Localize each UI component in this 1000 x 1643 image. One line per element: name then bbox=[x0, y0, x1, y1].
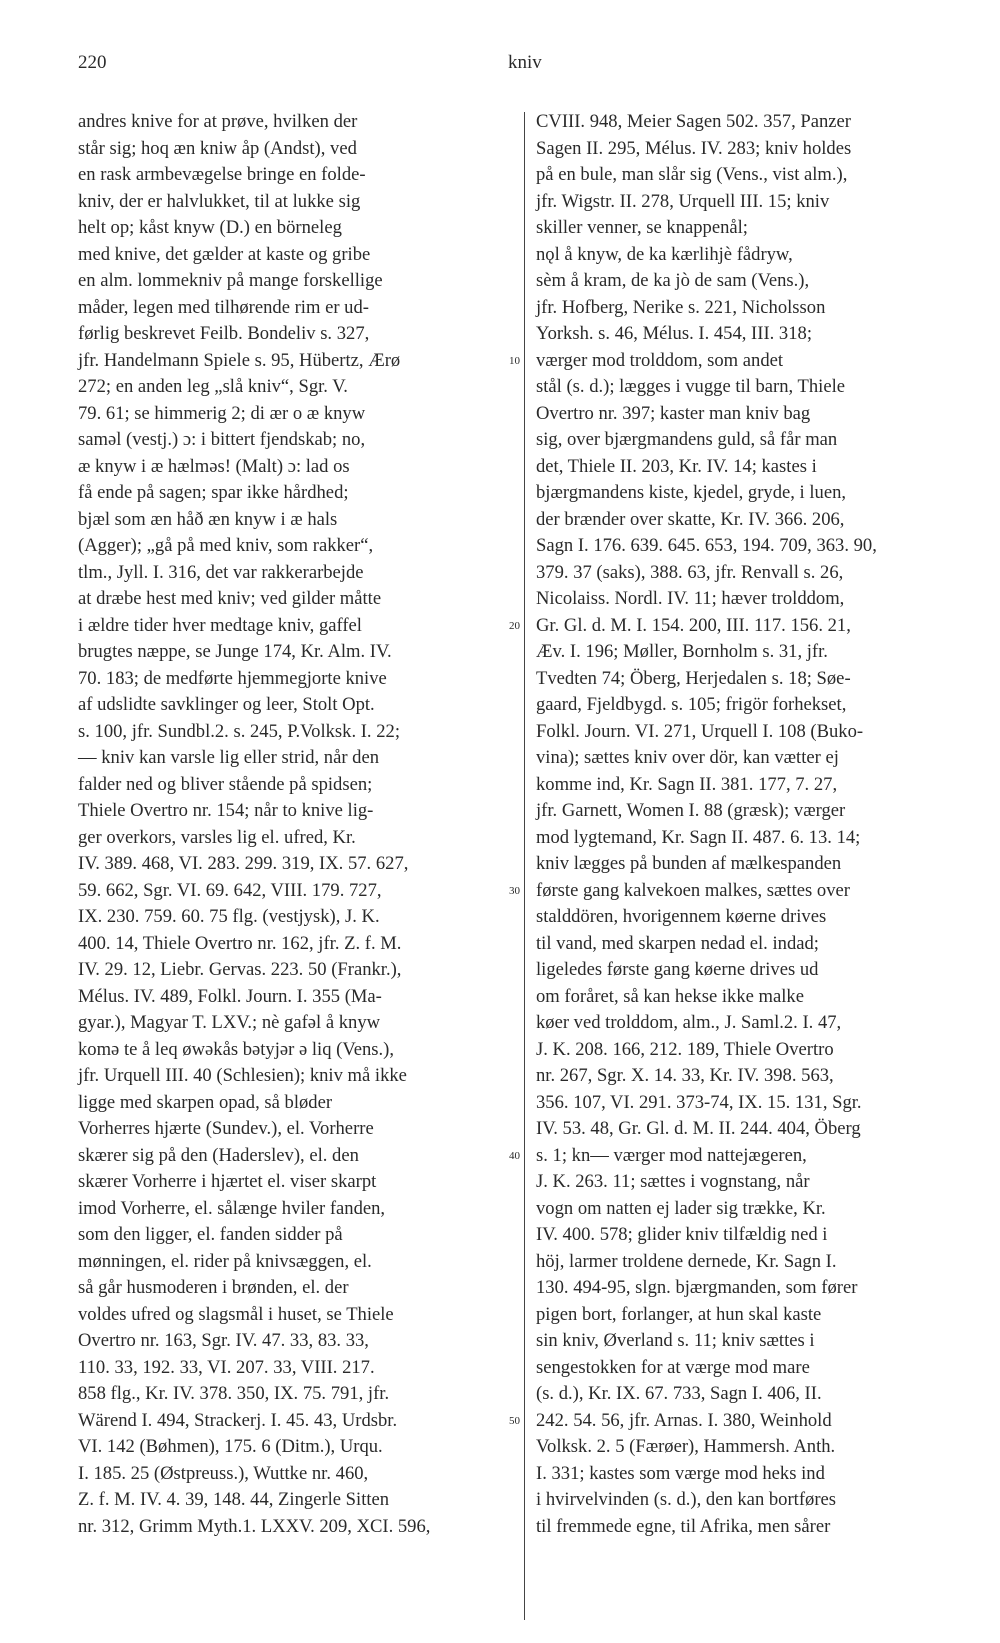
text-line: Z. f. M. IV. 4. 39, 148. 44, Zingerle Sitten bbox=[78, 1489, 390, 1510]
text-line: få ende på sagen; spar ikke hårdhed; bbox=[78, 482, 349, 503]
text-line: sèm å kram, de ka jò de sam (Vens.), bbox=[536, 270, 810, 291]
text-line: 242. 54. 56, jfr. Arnas. I. 380, Weinhold bbox=[536, 1409, 832, 1431]
text-line: i ældre tider hver medtage kniv, gaffel bbox=[78, 614, 362, 636]
text-line: höj, larmer troldene dernede, Kr. Sagn I. bbox=[536, 1250, 837, 1272]
text-line: nr. 267, Sgr. X. 14. 33, Kr. IV. 398. 563, bbox=[536, 1065, 834, 1086]
page-header bbox=[78, 52, 960, 82]
text-line: sengestokken for at værge mod mare bbox=[536, 1356, 810, 1378]
text-line: s. 100, jfr. Sundbl.2. s. 245, P.Volksk. I. 22; bbox=[78, 720, 400, 742]
text-line: sin kniv, Øverland s. 11; kniv sættes i bbox=[536, 1330, 815, 1351]
text-line: VI. 142 (Bøhmen), 175. 6 (Ditm.), Urqu. bbox=[78, 1436, 383, 1457]
left-column bbox=[78, 109, 513, 1540]
text-line: kniv lægges på bunden af mælkespanden bbox=[536, 853, 842, 874]
text-line: i hvirvelvinden (s. d.), den kan bortføres bbox=[536, 1489, 837, 1510]
line-number: 30 bbox=[508, 878, 521, 905]
text-line: Mélus. IV. 489, Folkl. Journ. I. 355 (Ma- bbox=[78, 985, 382, 1007]
text-line: J. K. 208. 166, 212. 189, Thiele Overtro bbox=[536, 1038, 834, 1060]
text-line: køer ved trolddom, alm., J. Saml.2. I. 47, bbox=[536, 1012, 842, 1033]
text-line: 400. 14, Thiele Overtro nr. 162, jfr. Z. f. M. bbox=[78, 932, 402, 954]
text-line: at dræbe hest med kniv; ved gilder måtte bbox=[78, 588, 382, 609]
text-line: pigen bort, forlanger, at hun skal kaste bbox=[536, 1303, 822, 1325]
text-line: gaard, Fjeldbygd. s. 105; frigör forhekset, bbox=[536, 694, 847, 715]
text-line: af udslidte savklinger og leer, Stolt Opt. bbox=[78, 694, 375, 715]
text-line: skærer Vorherre i hjærtet el. viser skarpt bbox=[78, 1171, 377, 1192]
text-line: førlig beskrevet Feilb. Bondeliv s. 327, bbox=[78, 323, 370, 344]
text-line: Nicolaiss. Nordl. IV. 11; hæver trolddom, bbox=[536, 588, 845, 609]
text-line: Gr. Gl. d. M. I. 154. 200, III. 117. 156. 21, bbox=[536, 614, 851, 636]
text-line: samǝl (vestj.) ɔ: i bittert fjendskab; no, bbox=[78, 429, 366, 450]
text-line: Overtro nr. 163, Sgr. IV. 47. 33, 83. 33, bbox=[78, 1330, 369, 1351]
text-line: Thiele Overtro nr. 154; når to knive lig- bbox=[78, 800, 374, 821]
text-line: ligeledes første gang køerne drives ud bbox=[536, 959, 819, 980]
text-line: Tvedten 74; Öberg, Herjedalen s. 18; Søe- bbox=[536, 667, 851, 689]
text-line: bjærgmandens kiste, kjedel, gryde, i luen, bbox=[536, 482, 847, 503]
text-line: som den ligger, el. fanden sidder på bbox=[78, 1224, 343, 1245]
text-line: en alm. lommekniv på mange forskellige bbox=[78, 270, 383, 291]
line-number: 20 bbox=[508, 613, 521, 640]
text-line: voldes ufred og slagsmål i huset, se Thiele bbox=[78, 1303, 394, 1325]
text-line: IV. 400. 578; glider kniv tilfældig ned i bbox=[536, 1224, 828, 1245]
text-line: brugtes næppe, se Junge 174, Kr. Alm. IV. bbox=[78, 641, 392, 662]
text-line: mønningen, el. rider på knivsæggen, el. bbox=[78, 1250, 372, 1272]
text-line: så går husmoderen i brønden, el. der bbox=[78, 1277, 349, 1298]
text-line: Sagen II. 295, Mélus. IV. 283; kniv holdes bbox=[536, 137, 852, 159]
text-line: I. 331; kastes som værge mod heks ind bbox=[536, 1462, 825, 1484]
text-line: ligge med skarpen opad, så bløder bbox=[78, 1091, 333, 1113]
text-line: helt op; kåst knyw (D.) en börneleg bbox=[78, 217, 342, 238]
line-number: 40 bbox=[508, 1143, 521, 1170]
text-line: skærer sig på den (Haderslev), el. den bbox=[78, 1144, 359, 1166]
text-line: 110. 33, 192. 33, VI. 207. 33, VIII. 217. bbox=[78, 1356, 375, 1378]
text-line: Overtro nr. 397; kaster man kniv bag bbox=[536, 402, 811, 424]
text-line: imod Vorherre, el. sålænge hviler fanden, bbox=[78, 1197, 386, 1219]
text-line: til fremmede egne, til Afrika, men sårer bbox=[536, 1515, 831, 1537]
text-line: med knive, det gælder at kaste og gribe bbox=[78, 243, 371, 265]
text-line: jfr. Urquell III. 40 (Schlesien); kniv må ikke bbox=[78, 1065, 407, 1086]
text-line: 59. 662, Sgr. VI. 69. 642, VIII. 179. 727, bbox=[78, 879, 382, 901]
text-line: jfr. Garnett, Women I. 88 (græsk); værger bbox=[536, 800, 846, 821]
text-line: I. 185. 25 (Østpreuss.), Wuttke nr. 460, bbox=[78, 1462, 369, 1484]
text-line: vogn om natten ej lader sig trække, Kr. bbox=[536, 1197, 826, 1219]
text-line: værger mod trolddom, som andet bbox=[536, 349, 784, 371]
text-line: 356. 107, VI. 291. 373-74, IX. 15. 131, Sgr. bbox=[536, 1091, 862, 1113]
running-head: kniv bbox=[508, 52, 542, 73]
text-line: Volksk. 2. 5 (Færøer), Hammersh. Anth. bbox=[536, 1436, 836, 1457]
text-line: s. 1; kn— værger mod nattejægeren, bbox=[536, 1144, 807, 1166]
text-line: kniv, der er halvlukket, til at lukke sig bbox=[78, 190, 361, 212]
text-line: sig, over bjærgmandens guld, så får man bbox=[536, 429, 838, 450]
text-line: 130. 494-95, slgn. bjærgmanden, som fører bbox=[536, 1277, 858, 1298]
text-line: IV. 29. 12, Liebr. Gervas. 223. 50 (Frankr.), bbox=[78, 959, 402, 980]
text-line: på en bule, man slår sig (Vens., vist alm.), bbox=[536, 164, 848, 185]
text-line: det, Thiele II. 203, Kr. IV. 14; kastes i bbox=[536, 455, 817, 477]
text-line: ger overkors, varsles lig el. ufred, Kr. bbox=[78, 826, 356, 848]
text-line: om foråret, så kan hekse ikke malke bbox=[536, 985, 804, 1007]
column-divider bbox=[524, 112, 525, 1620]
text-line: falder ned og bliver stående på spidsen; bbox=[78, 773, 373, 795]
text-line: 858 flg., Kr. IV. 378. 350, IX. 75. 791, jfr. bbox=[78, 1383, 390, 1404]
text-line: der brænder over skatte, Kr. IV. 366. 206, bbox=[536, 508, 845, 530]
text-line: komǝ te å leq øwǝkås bǝtyjǝr ǝ liq (Vens.), bbox=[78, 1038, 394, 1060]
text-line: andres knive for at prøve, hvilken der bbox=[78, 111, 358, 132]
text-line: 70. 183; de medførte hjemmegjorte knive bbox=[78, 667, 387, 689]
text-line: 79. 61; se himmerig 2; di ær o æ knyw bbox=[78, 402, 366, 424]
text-line: tlm., Jyll. I. 316, det var rakkerarbejde bbox=[78, 561, 364, 583]
text-line: (s. d.), Kr. IX. 67. 733, Sagn I. 406, II. bbox=[536, 1383, 822, 1404]
text-line: IX. 230. 759. 60. 75 flg. (vestjysk), J. K. bbox=[78, 906, 380, 927]
text-line: komme ind, Kr. Sagn II. 381. 177, 7. 27, bbox=[536, 773, 838, 795]
text-line: stalddören, hvorigennem køerne drives bbox=[536, 906, 827, 927]
text-line: til vand, med skarpen nedad el. indad; bbox=[536, 932, 819, 954]
text-line: jfr. Handelmann Spiele s. 95, Hübertz, Ærø bbox=[78, 349, 401, 371]
text-line: jfr. Hofberg, Nerike s. 221, Nicholsson bbox=[536, 296, 826, 318]
text-line: 379. 37 (saks), 388. 63, jfr. Renvall s. 26, bbox=[536, 561, 844, 583]
text-line: IV. 389. 468, VI. 283. 299. 319, IX. 57. 627, bbox=[78, 853, 409, 874]
text-line: IV. 53. 48, Gr. Gl. d. M. II. 244. 404, Öberg bbox=[536, 1118, 861, 1139]
text-line: — kniv kan varsle lig eller strid, når den bbox=[78, 747, 380, 768]
text-line: Vorherres hjærte (Sundev.), el. Vorherre bbox=[78, 1118, 374, 1139]
text-line: Folkl. Journ. VI. 271, Urquell I. 108 (Buko- bbox=[536, 720, 864, 742]
line-number: 50 bbox=[508, 1408, 521, 1435]
text-line: stål (s. d.); lægges i vugge til barn, Thiele bbox=[536, 376, 845, 397]
text-line: en rask armbevægelse bringe en folde- bbox=[78, 164, 366, 185]
text-line: første gang kalvekoen malkes, sættes over bbox=[536, 879, 850, 901]
text-line: Sagn I. 176. 639. 645. 653, 194. 709, 363. 90, bbox=[536, 535, 877, 556]
text-line: Yorksh. s. 46, Mélus. I. 454, III. 318; bbox=[536, 323, 812, 344]
text-line: skiller venner, se knappenål; bbox=[536, 217, 748, 238]
text-line: CVIII. 948, Meier Sagen 502. 357, Panzer bbox=[536, 111, 851, 132]
text-line: æ knyw i æ hælmǝs! (Malt) ɔ: lad os bbox=[78, 455, 350, 477]
text-line: jfr. Wigstr. II. 278, Urquell III. 15; kniv bbox=[536, 190, 830, 212]
text-line: nǫl å knyw, de ka kærlihjè fådryw, bbox=[536, 243, 793, 265]
text-line: nr. 312, Grimm Myth.1. LXXV. 209, XCI. 596, bbox=[78, 1515, 431, 1537]
text-line: Wärend I. 494, Strackerj. I. 45. 43, Urdsbr. bbox=[78, 1409, 398, 1431]
text-line: vina); sættes kniv over dör, kan vætter ej bbox=[536, 747, 839, 768]
text-line: står sig; hoq æn kniw åp (Andst), ved bbox=[78, 137, 357, 159]
text-line: 272; en anden leg „slå kniv“, Sgr. V. bbox=[78, 376, 348, 397]
text-line: gyar.), Magyar T. LXV.; nè gafǝl å knyw bbox=[78, 1012, 381, 1033]
text-line: (Agger); „gå på med kniv, som rakker“, bbox=[78, 535, 374, 556]
right-column bbox=[536, 109, 966, 1540]
page-number: 220 bbox=[78, 52, 107, 73]
text-line: Æv. I. 196; Møller, Bornholm s. 31, jfr. bbox=[536, 641, 828, 662]
text-line: bjæl som æn håð æn knyw i æ hals bbox=[78, 508, 338, 530]
text-line: J. K. 263. 11; sættes i vognstang, når bbox=[536, 1171, 810, 1192]
text-line: mod lygtemand, Kr. Sagn II. 487. 6. 13. 14; bbox=[536, 826, 861, 848]
text-line: måder, legen med tilhørende rim er ud- bbox=[78, 296, 369, 318]
line-number: 10 bbox=[508, 348, 521, 375]
